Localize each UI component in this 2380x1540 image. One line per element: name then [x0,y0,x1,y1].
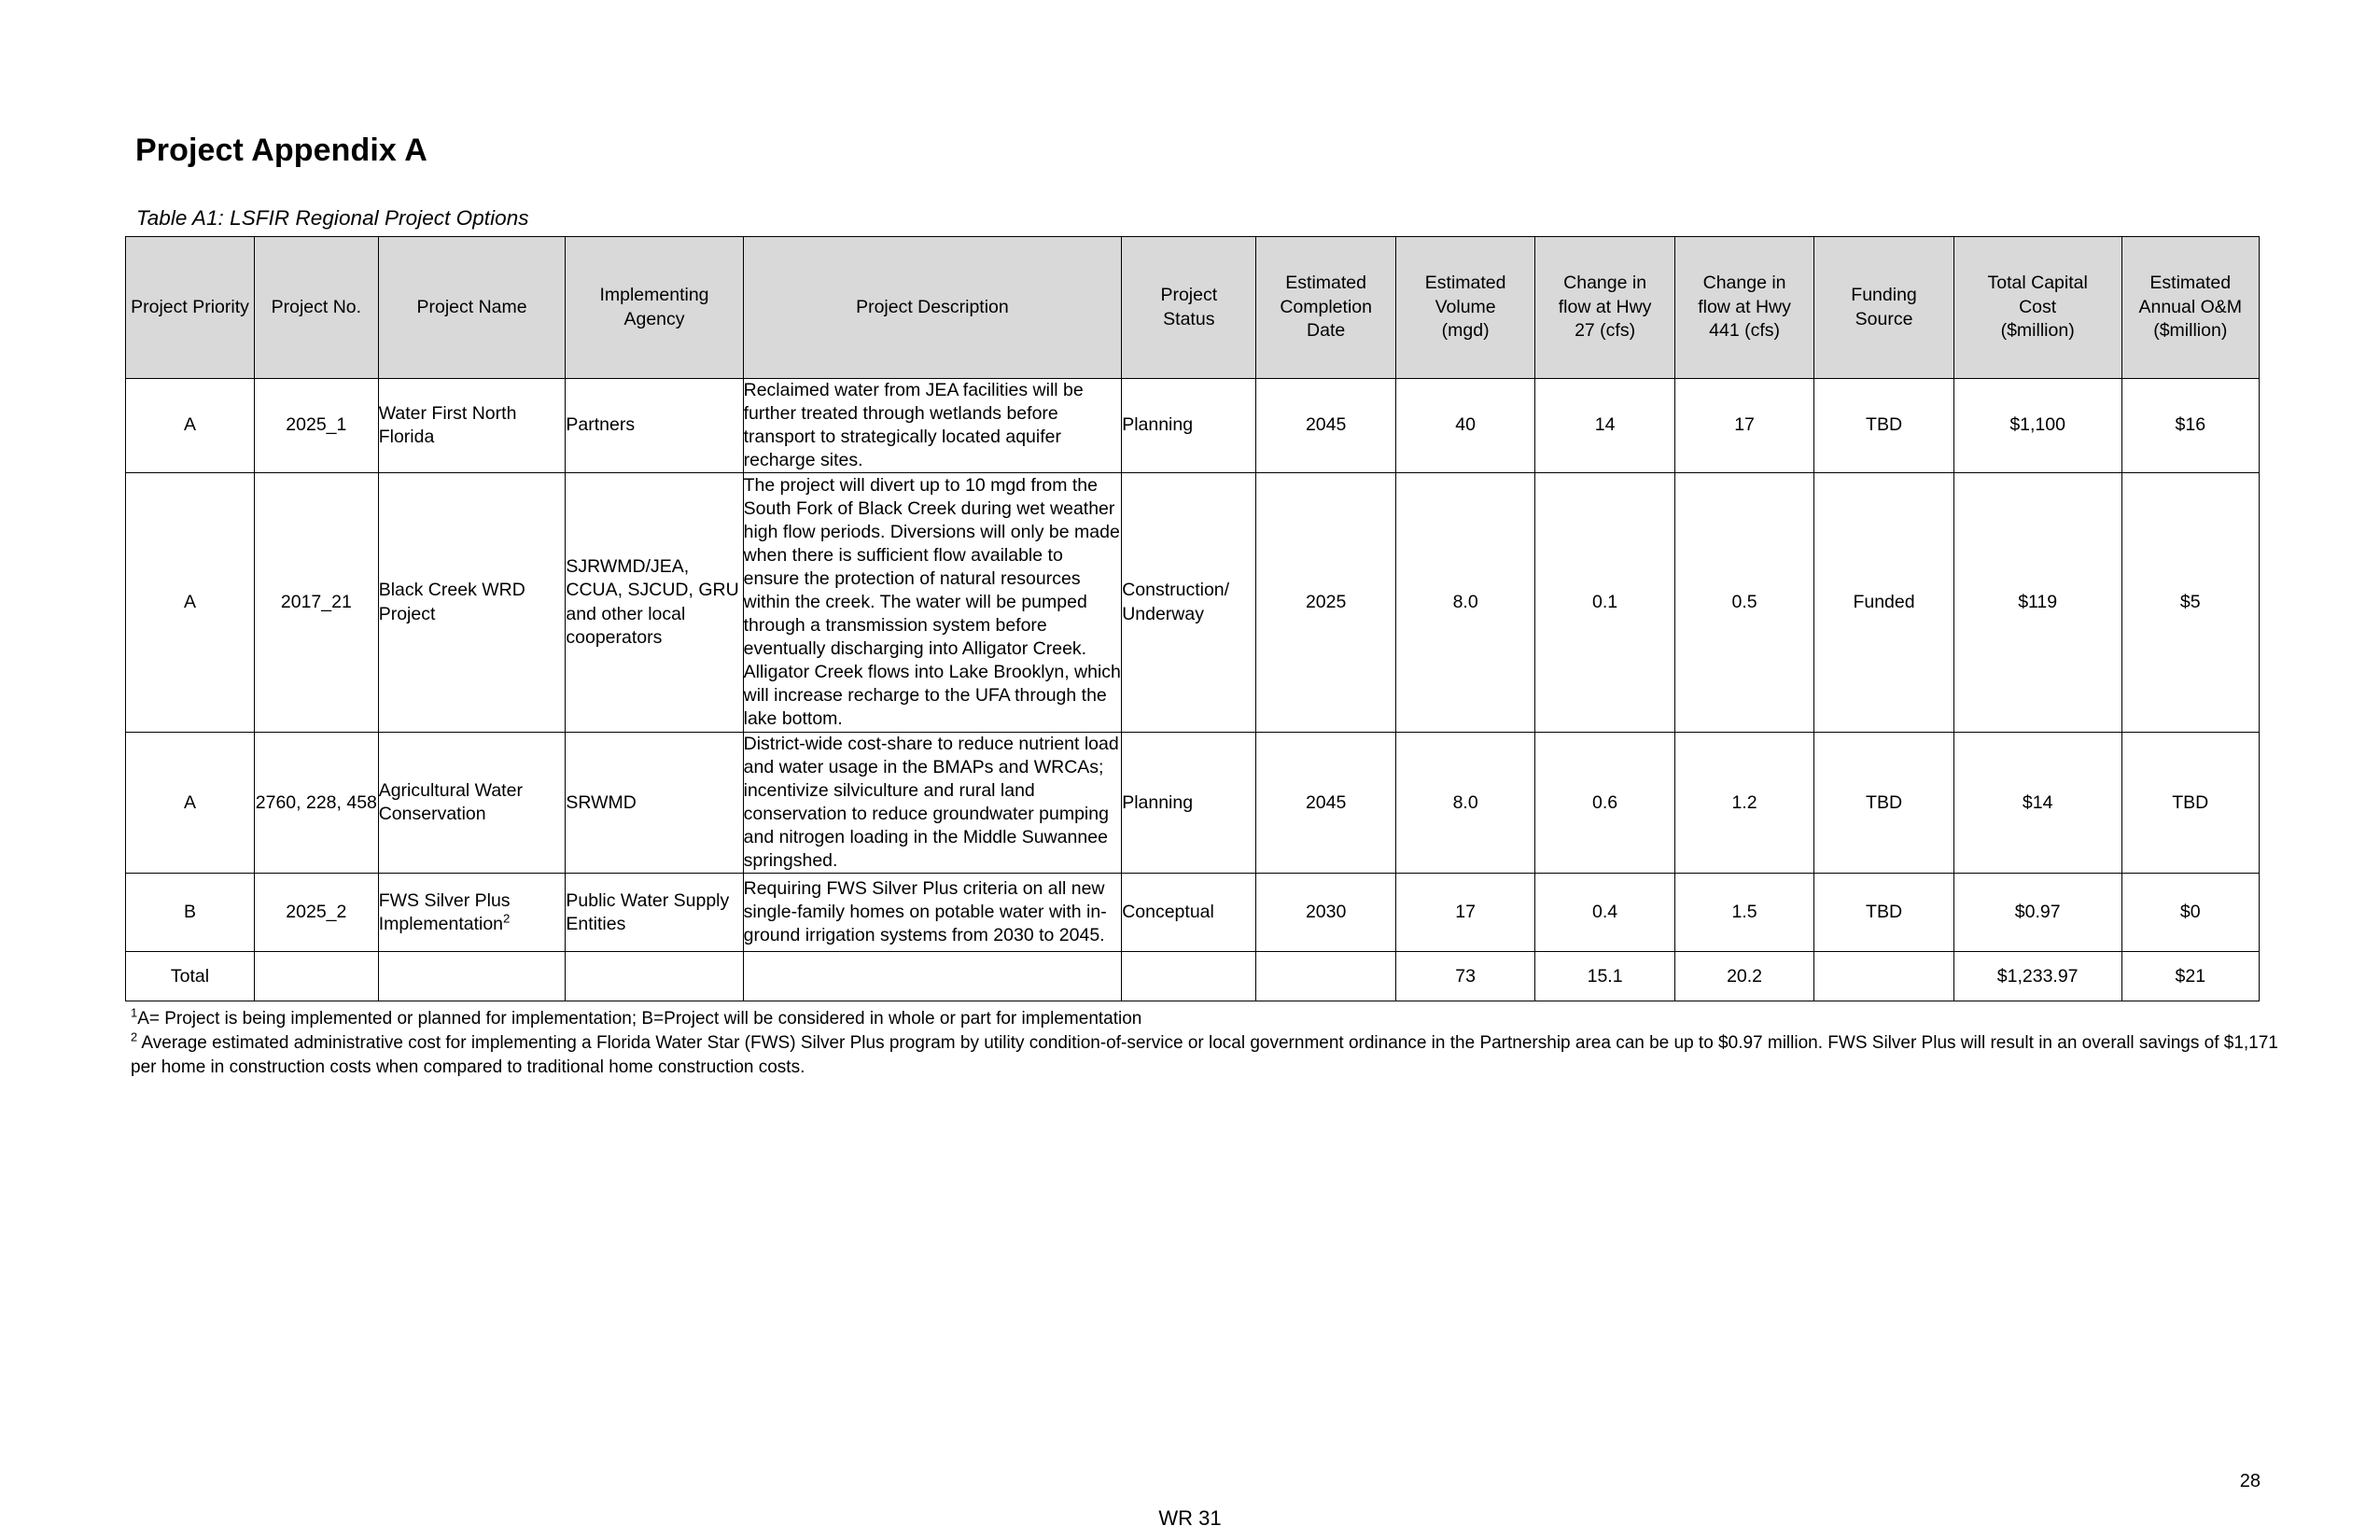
col-header-funding-source-line2: Source [1855,308,1913,329]
col-header-project-no [254,237,378,379]
cell-total-completion-date [1256,952,1395,1001]
cell-annual-om: TBD [2121,733,2259,874]
col-header-annual-om-line2: Annual O&M [2138,296,2243,317]
cell-volume-mgd: 17 [1395,874,1534,952]
cell-project-no: 2025_2 [254,874,378,952]
cell-project-no: 2025_1 [254,379,378,473]
cell-total-funding-source [1814,952,1953,1001]
col-header-hwy27-line1: Change in [1563,273,1647,294]
table-total-row [126,952,2260,1001]
cell-total-annual-om: $21 [2121,952,2259,1001]
cell-description [743,473,1122,733]
cell-change-hwy27: 14 [1535,379,1674,473]
cell-status: Planning [1122,379,1256,473]
cell-completion-date: 2045 [1256,733,1395,874]
cell-funding-source: TBD [1814,379,1953,473]
col-header-estimated-annual-om [2121,237,2259,379]
col-header-est-completion-line1: Estimated [1285,273,1366,294]
cell-volume-mgd: 40 [1395,379,1534,473]
footnote-ref-2: 2 [503,911,511,926]
col-header-hwy27-line3: 27 (cfs) [1575,320,1636,342]
col-header-est-volume-line1: Estimated [1424,273,1506,294]
cell-total-change-hwy441: 20.2 [1674,952,1813,1001]
cell-total-status [1122,952,1256,1001]
cell-description [743,874,1122,952]
cell-status: Conceptual [1122,874,1256,952]
cell-description-text: Requiring FWS Silver Plus criteria on all new single-family homes on potable water with in-ground irrigation systems from 2030 to 2045. [743,878,1107,946]
col-header-project-name [378,237,566,379]
table-row [126,473,2260,733]
col-header-estimated-volume [1395,237,1534,379]
cell-annual-om: $5 [2121,473,2259,733]
cell-total-volume-mgd: 73 [1395,952,1534,1001]
col-header-hwy441-line1: Change in [1702,273,1786,294]
col-header-implementing-agency-line1: Implementing [599,285,709,306]
lsfir-table-container [125,236,2260,1001]
cell-status: Construction/ Underway [1122,473,1256,733]
cell-priority: A [126,733,255,874]
col-header-project-status-line2: Status [1163,308,1215,329]
cell-agency: Partners [566,379,743,473]
cell-total-agency [566,952,743,1001]
footnote-2 [131,1031,2305,1080]
col-header-estimated-completion-date [1256,237,1395,379]
cell-completion-date: 2025 [1256,473,1395,733]
cell-project-name: Agricultural Water Conservation [378,733,566,874]
cell-change-hwy27: 0.4 [1535,874,1674,952]
cell-status: Planning [1122,733,1256,874]
table-header [126,237,2260,379]
cell-total-capital-cost: $14 [1953,733,2121,874]
col-header-est-completion-line2: Completion [1280,296,1372,317]
footnote-2-marker: 2 [131,1029,138,1044]
footnote-1-text: A= Project is being implemented or planned for implementation; B=Project will be considered in whole or part for implementation [137,1009,1142,1029]
cell-change-hwy441: 1.2 [1674,733,1813,874]
cell-project-name: Water First North Florida [378,379,566,473]
cell-completion-date: 2030 [1256,874,1395,952]
cell-project-no: 2760, 228, 458 [254,733,378,874]
cell-description-text: Reclaimed water from JEA facilities will be further treated through wetlands before transport to strategically located aquifer recharge sites. [743,380,1084,471]
footnote-2-text: Average estimated administrative cost for implementing a Florida Water Star (FWS) Silver Plus program by utility condition-of-service or local government ordinance in the Partnership area can be up to $0.97 million. FWS Silver Plus will result in an overall savings of $1,171 per home in construction costs when compared to traditional home construction costs. [131,1033,2278,1078]
col-header-project-status-line1: Project [1160,285,1218,306]
cell-agency: Public Water Supply Entities [566,874,743,952]
cell-total-project-no [254,952,378,1001]
cell-funding-source: TBD [1814,874,1953,952]
cell-total-description [743,952,1122,1001]
cell-project-name: Black Creek WRD Project [378,473,566,733]
cell-change-hwy441: 17 [1674,379,1813,473]
col-header-total-capital-line3: ($million) [2000,320,2075,342]
cell-change-hwy27: 0.1 [1535,473,1674,733]
col-header-project-status [1122,237,1256,379]
cell-total-capital-cost: $1,233.97 [1953,952,2121,1001]
col-header-annual-om-line3: ($million) [2153,320,2228,342]
table-header-row [126,237,2260,379]
cell-project-name [378,874,566,952]
cell-description-text: District-wide cost-share to reduce nutrient load and water usage in the BMAPs and WRCAs; incentivize silviculture and rural land conservation to reduce groundwater pumping and nitrogen loading in the Middle Suwannee springshed. [743,734,1119,872]
cell-agency: SRWMD [566,733,743,874]
cell-project-name-text: FWS Silver Plus Implementation [378,889,511,934]
cell-agency: SJRWMD/JEA, CCUA, SJCUD, GRU and other local cooperators [566,473,743,733]
cell-priority: A [126,379,255,473]
cell-funding-source: Funded [1814,473,1953,733]
cell-total-label: Total [126,952,255,1001]
cell-total-capital-cost: $0.97 [1953,874,2121,952]
col-header-project-name-label: Project Name [416,296,527,317]
cell-volume-mgd: 8.0 [1395,733,1534,874]
lsfir-regional-project-options-table [125,236,2260,1001]
col-header-est-volume-line2: Volume [1435,296,1496,317]
cell-total-change-hwy27: 15.1 [1535,952,1674,1001]
page-number: 28 [2239,1471,2261,1491]
table-row [126,874,2260,952]
table-row [126,733,2260,874]
col-header-project-description-label: Project Description [856,296,1009,317]
running-footer: WR 31 [1158,1506,1222,1530]
col-header-change-flow-hwy441 [1674,237,1813,379]
col-header-hwy27-line2: flow at Hwy [1558,296,1652,317]
cell-change-hwy441: 1.5 [1674,874,1813,952]
col-header-project-no-label: Project No. [271,296,362,317]
cell-volume-mgd: 8.0 [1395,473,1534,733]
footnotes-block [131,1007,2305,1081]
footnote-1-marker: 1 [131,1005,138,1020]
col-header-annual-om-line1: Estimated [2149,273,2232,294]
col-header-change-flow-hwy27 [1535,237,1674,379]
cell-priority: B [126,874,255,952]
cell-total-capital-cost: $119 [1953,473,2121,733]
cell-funding-source: TBD [1814,733,1953,874]
cell-description-text: The project will divert up to 10 mgd from the South Fork of Black Creek during wet weather high flow periods. Diversions will only be made when there is sufficient flow available to ensure the protection of natural resources within the creek. The water will be pumped through a transmission system before eventually discharging into Alligator Creek. Alligator Creek flows into Lake Brooklyn, which will increase recharge to the UFA through the lake bottom. [743,474,1121,730]
cell-change-hwy441: 0.5 [1674,473,1813,733]
cell-completion-date: 2045 [1256,379,1395,473]
col-header-project-priority-line1: Project Priority [131,296,249,317]
col-header-hwy441-line3: 441 (cfs) [1709,320,1780,342]
table-body [126,379,2260,1001]
cell-total-capital-cost: $1,100 [1953,379,2121,473]
cell-annual-om: $16 [2121,379,2259,473]
col-header-total-capital-line1: Total Capital [1987,273,2088,294]
col-header-implementing-agency-line2: Agency [623,308,685,329]
cell-description [743,379,1122,473]
cell-change-hwy27: 0.6 [1535,733,1674,874]
col-header-hwy441-line2: flow at Hwy [1698,296,1791,317]
table-row [126,379,2260,473]
page-title: Project Appendix A [135,133,427,168]
cell-priority: A [126,473,255,733]
col-header-est-completion-line3: Date [1307,320,1346,342]
col-header-total-capital-line2: Cost [2019,296,2057,317]
col-header-funding-source [1814,237,1953,379]
col-header-project-priority [126,237,255,379]
col-header-total-capital-cost [1953,237,2121,379]
cell-description [743,733,1122,874]
footnote-1 [131,1007,2305,1031]
cell-project-no: 2017_21 [254,473,378,733]
cell-total-project-name [378,952,566,1001]
cell-annual-om: $0 [2121,874,2259,952]
col-header-implementing-agency [566,237,743,379]
col-header-project-description [743,237,1122,379]
col-header-est-volume-line3: (mgd) [1441,320,1490,342]
table-caption: Table A1: LSFIR Regional Project Options [136,206,529,230]
col-header-funding-source-line1: Funding [1851,285,1917,306]
